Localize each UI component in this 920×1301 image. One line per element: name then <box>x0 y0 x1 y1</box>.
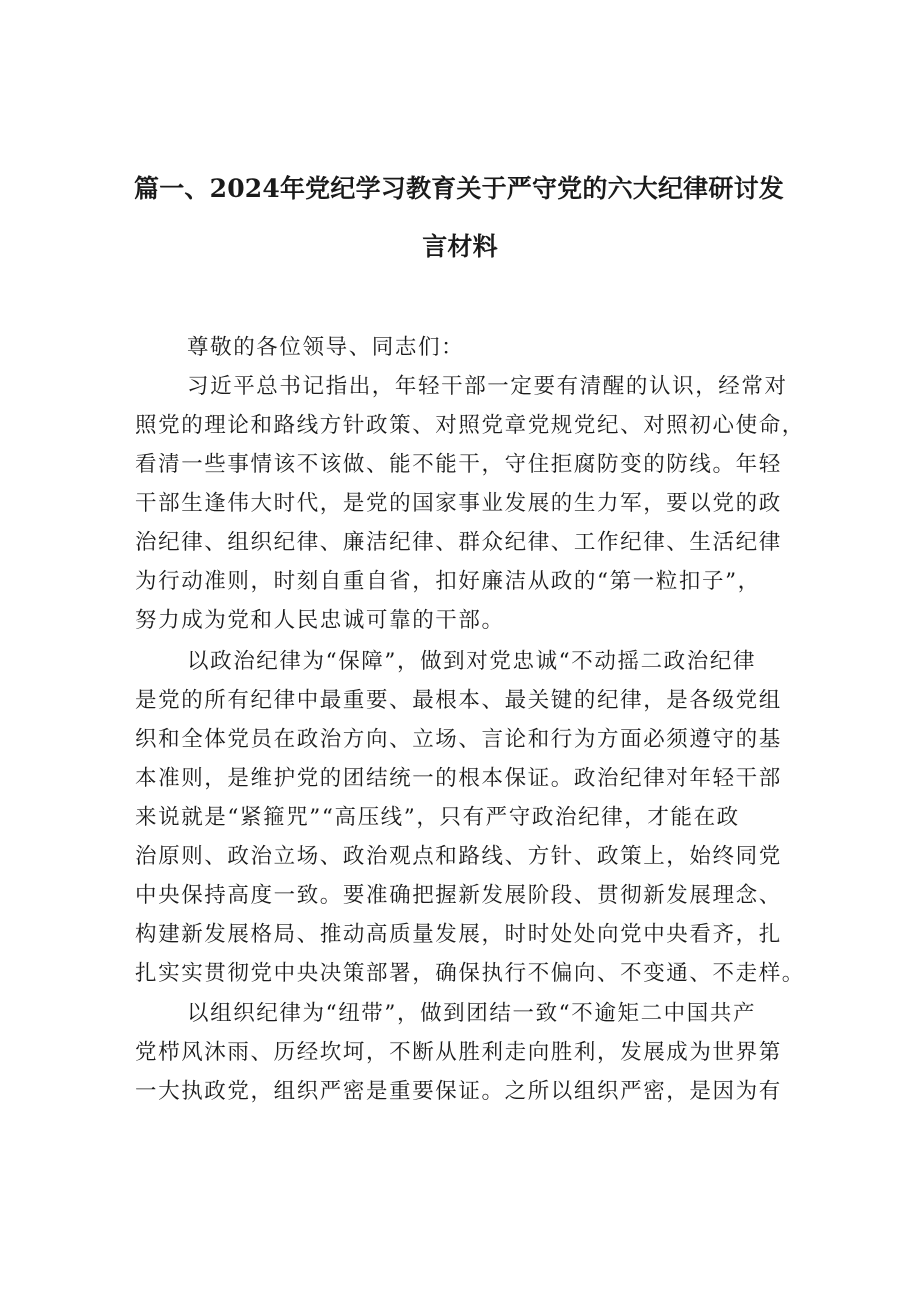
paragraph-2-line: 织和全体党员在政治方向、立场、言论和行为方面必须遵守的基 <box>135 727 782 752</box>
paragraph-3-line: 一大执政党，组织严密是重要保证。之所以组织严密，是因为有 <box>135 1079 782 1104</box>
paragraph-3-line: 党栉风沐雨、历经坎坷，不断从胜利走向胜利，发展成为世界第 <box>135 1040 782 1065</box>
paragraph-2-line: 本准则，是维护党的团结统一的根本保证。政治纪律对年轻干部 <box>135 766 782 791</box>
paragraph-2-line: 扎实实贯彻党中央决策部署，确保执行不偏向、不变通、不走样。 <box>135 961 805 986</box>
document-title-line-2: 言材料 <box>422 232 498 261</box>
paragraph-2-line: 以政治纪律为“保障”，做到对党忠诚“不动摇二政治纪律 <box>187 649 757 674</box>
salutation: 尊敬的各位领导、同志们： <box>187 335 465 360</box>
paragraph-2-line: 是党的所有纪律中最重要、最根本、最关键的纪律，是各级党组 <box>135 688 782 713</box>
paragraph-1-line: 干部生逢伟大时代，是党的国家事业发展的生力军，要以党的政 <box>135 491 782 516</box>
paragraph-1-line: 照党的理论和路线方针政策、对照党章党规党纪、对照初心使命， <box>135 413 805 438</box>
paragraph-1-line: 为行动准则，时刻自重自省，扣好廉洁从政的“第一粒扣子”， <box>135 569 761 594</box>
paragraph-2-line: 中央保持高度一致。要准确把握新发展阶段、贯彻新发展理念、 <box>135 883 782 908</box>
paragraph-2-line: 构建新发展格局、推动高质量发展，时时处处向党中央看齐，扎 <box>135 922 782 947</box>
paragraph-1-line: 努力成为党和人民忠诚可靠的干部。 <box>135 608 505 633</box>
document-title-line-1: 篇一、2024年党纪学习教育关于严守党的六大纪律研讨发 <box>134 174 784 203</box>
paragraph-1-line: 习近平总书记指出，年轻干部一定要有清醒的认识，经常对 <box>187 374 788 399</box>
paragraph-2-line: 来说就是“紧箍咒”“高压线”，只有严守政治纪律，才能在政 <box>135 805 740 830</box>
paragraph-1-line: 治纪律、组织纪律、廉洁纪律、群众纪律、工作纪律、生活纪律 <box>135 530 782 555</box>
paragraph-1-line: 看清一些事情该不该做、能不能干，守住拒腐防变的防线。年轻 <box>135 452 782 477</box>
paragraph-2-line: 治原则、政治立场、政治观点和路线、方针、政策上，始终同党 <box>135 844 782 869</box>
paragraph-3-line: 以组织纪律为“纽带”，做到团结一致“不逾矩二中国共产 <box>187 1001 757 1026</box>
